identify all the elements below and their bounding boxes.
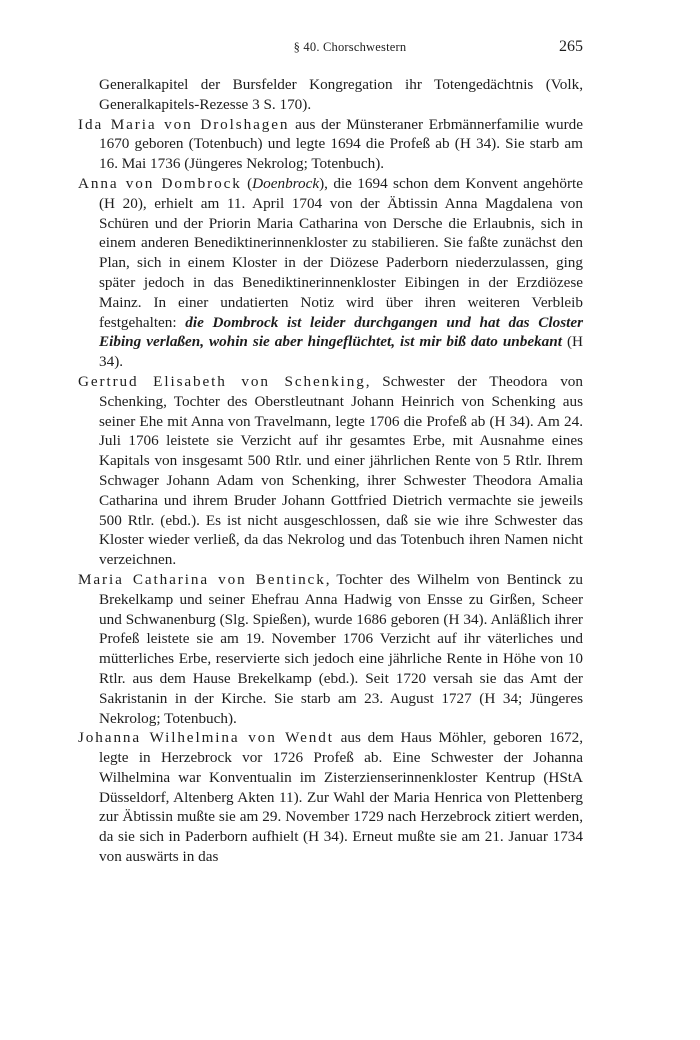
entry-drolshagen xyxy=(78,115,583,174)
entry-schenking xyxy=(78,372,583,570)
entry-text: , Schwester der Theodora von Schenking, Tochter des Oberstleutnant Johann Heinrich von Schenking aus seiner Ehe mit Anna von Travelmann, legte 1706 die Profeß ab (H 34). Am 24. Juli 1706 leistete sie Verzicht auf ihr gesamtes Erbe, mit Ausnahme eines Kapitals von insgesamt 500 Rtlr. und einer jährlichen Rente von 5 Rtlr. Ihrem Schwager Johann Adam von Schenking, ihrer Schwester Theodora Amalia Catharina und ihrem Bruder Johann Gottfried Dietrich vermachte sie jeweils 500 Rtlr. (ebd.). Es ist nicht ausgeschlossen, daß sie wie ihre Schwester das Kloster wieder verließ, da das Nekrolog und das Totenbuch ihren Namen nicht verzeichnen. xyxy=(99,372,583,569)
entry-text: aus der Münsteraner Erbmännerfamilie wurde 1670 geboren (Totenbuch) und legte 1694 die Profeß ab (H 34). Sie starb am 16. Mai 1736 (Jüngeres Nekrolog; Totenbuch). xyxy=(99,115,583,173)
entry-text: aus dem Haus Möhler, geboren 1672, legte in Herzebrock vor 1726 Profeß ab. Eine Schwester der Johanna Wilhelmina war Konventualin im Zisterzienserinnenkloster Kentrup (HStA Düsseldorf, Altenberg Akten 11). Zur Wahl der Maria Henrica von Plettenberg zur Äbtissin mußte sie am 29. November 1729 nach Herzebrock zitiert werden, da sie sich in Paderborn aufhielt (H 34). Erneut mußte sie am 21. Januar 1734 von auswärts in das xyxy=(99,729,583,866)
entry-text: Generalkapitel der Bursfelder Kongregation ihr Totengedächtnis (Volk, Generalkapitels-Rezesse 3 S. 170). xyxy=(99,76,583,113)
entry-tail: (H 34). xyxy=(99,333,583,371)
entry-quote: die Dombrock ist leider durchgangen und hat das Closter Eibing verlaßen, wohin sie aber hingeflüchtet, ist mir biß dato unbekant xyxy=(99,313,583,351)
entry-name: Johanna Wilhelmina von Wendt xyxy=(78,729,334,747)
entry-name: Maria Catharina von Bentinck xyxy=(78,570,326,588)
entry-name: Anna von Dombrock xyxy=(78,174,242,192)
page-number: 265 xyxy=(559,38,583,55)
section-heading: § 40. Chorschwestern xyxy=(293,40,407,54)
entry-bentinck xyxy=(78,570,583,728)
running-head xyxy=(0,38,700,58)
body-text xyxy=(78,75,583,867)
entry-text: ), die 1694 schon dem Konvent angehörte (H 20), erhielt am 11. April 1704 von der Äbtissin Anna Magdalena von Schüren und der Priorin Maria Catharina von Dersche die Erlaubnis, sich in einem anderen Benediktinerinnenkloster zu stabilieren. Sie faßte zunächst den Plan, sich in einem Kloster in der Diözese Paderborn niederzulassen, ging später jedoch in das Benediktinerinnenkloster Eibingen in der Erzdiözese Mainz. In einer undatierten Notiz wird über ihren weiteren Verbleib festgehalten: xyxy=(99,174,583,331)
entry-text: , Tochter des Wilhelm von Bentinck zu Brekelkamp und seiner Ehefrau Anna Hadwig von Ensse zu Girßen, Scheer und Schwanenburg (Slg. Spießen), wurde 1686 geboren (H 34). Anläßlich ihrer Profeß leistete sie am 19. November 1706 Verzicht auf ihr väterliches und mütterliches Erbe, reservierte sich jedoch eine jährliche Rente in Höhe von 10 Rtlr. aus dem Hause Brekelkamp (ebd.). Seit 1720 versah sie das Amt der Sakristanin in der Kirche. Sie starb am 23. August 1727 (H 34; Jüngeres Nekrolog; Totenbuch). xyxy=(99,570,583,727)
entry-dombrock xyxy=(78,174,583,372)
entry-alt-open: ( xyxy=(241,174,253,192)
entry-alt-name: Doenbrock xyxy=(252,174,320,192)
entry-wendt xyxy=(78,728,583,867)
entry-name: Ida Maria von Drolshagen xyxy=(78,115,290,133)
entry-name: Gertrud Elisabeth von Schenking xyxy=(78,372,366,390)
entry-continuation xyxy=(78,75,583,115)
